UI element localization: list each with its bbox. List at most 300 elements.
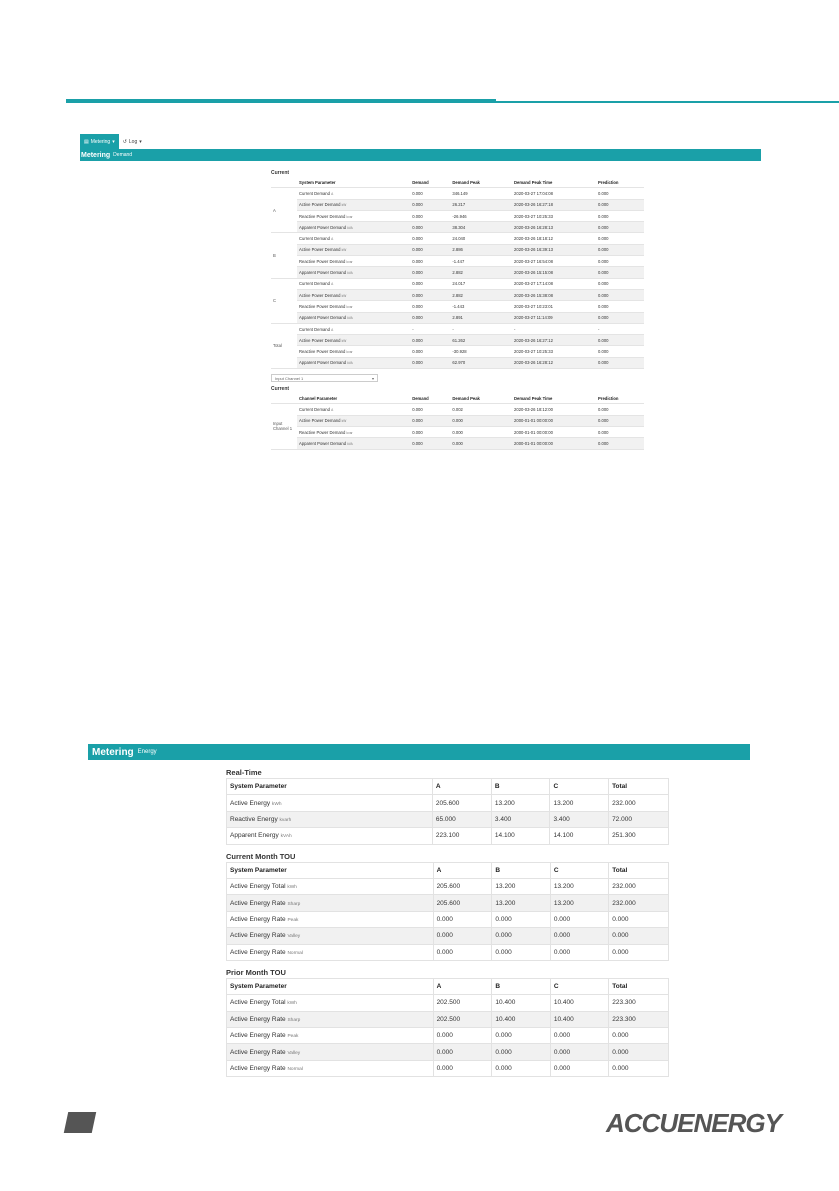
value-cell: 0.000: [492, 928, 550, 944]
pred-cell: 0.000: [596, 289, 644, 300]
value-cell: 202.500: [433, 995, 492, 1011]
row-group-label: Total: [271, 323, 297, 368]
value-cell: 0.000: [492, 944, 550, 960]
param-cell: [297, 404, 410, 415]
param-name: Apparent Power Demand: [299, 270, 347, 276]
col-header: B: [491, 779, 550, 795]
param-name: Active Energy Total: [230, 883, 286, 891]
param-cell: [297, 267, 410, 278]
value-cell: 72.000: [609, 811, 669, 827]
section-gap: [226, 1077, 669, 1083]
param-unit: kvar: [346, 304, 353, 309]
param-cell: [227, 995, 434, 1011]
param-cell: [297, 312, 410, 323]
param-name: Current Demand: [299, 326, 330, 332]
param-unit: kvar: [346, 214, 353, 219]
caret-down-icon: ▾: [139, 138, 142, 145]
value-cell: 202.500: [433, 1011, 492, 1027]
param-name: Reactive Power Demand: [299, 429, 346, 435]
page-title: Metering: [92, 746, 134, 758]
value-cell: 0.000: [550, 1028, 608, 1044]
table-row: [227, 828, 669, 844]
table-row: [227, 928, 669, 944]
param-name: Active Energy: [230, 799, 271, 807]
param-cell: [227, 1011, 434, 1027]
table-row: [227, 811, 669, 827]
param-unit: kW: [341, 248, 347, 253]
param-unit: Valley: [287, 1050, 301, 1056]
time-cell: 2020-03-26 16:28:12: [512, 357, 596, 368]
demand-cell: 0.000: [410, 404, 450, 415]
demand-screenshot: [80, 134, 761, 161]
pred-cell: 0.000: [596, 244, 644, 255]
col-header: Prediction: [596, 393, 644, 404]
value-cell: 14.100: [550, 828, 609, 844]
peak-cell: -26.946: [450, 210, 512, 221]
time-cell: 2020-03-26 15:38:08: [512, 289, 596, 300]
param-unit: Peak: [287, 917, 299, 923]
param-name: Active Energy Rate: [230, 932, 286, 940]
value-cell: 0.000: [433, 1044, 492, 1060]
table-row: [271, 244, 644, 255]
demand-cell: 0.000: [410, 426, 450, 437]
col-header: B: [492, 978, 550, 994]
param-cell: [297, 301, 410, 312]
energy-screenshot: [88, 744, 750, 760]
table-row: [227, 995, 669, 1011]
col-header: System Parameter: [227, 779, 433, 795]
param-cell: [227, 911, 434, 927]
header-rule: [66, 99, 496, 103]
param-unit: A: [331, 407, 334, 412]
section-title: Current: [271, 386, 290, 393]
pred-cell: 0.000: [596, 312, 644, 323]
value-cell: 13.200: [550, 895, 608, 911]
time-cell: 2020-03-26 16:27:18: [512, 199, 596, 210]
param-unit: kVA: [347, 441, 353, 446]
param-unit: A: [331, 282, 334, 287]
param-unit: Normal: [287, 950, 303, 956]
peak-cell: -: [450, 323, 512, 334]
value-cell: 0.000: [492, 911, 550, 927]
param-unit: Peak: [287, 1034, 299, 1040]
param-unit: kVA: [347, 316, 353, 321]
pred-cell: 0.000: [596, 301, 644, 312]
param-unit: kVAh: [280, 834, 292, 840]
value-cell: 13.200: [550, 795, 609, 811]
table-row: [271, 426, 644, 437]
peak-cell: -1.447: [450, 256, 512, 267]
value-cell: 232.000: [609, 878, 669, 894]
param-name: Reactive Power Demand: [299, 349, 346, 355]
pred-cell: 0.000: [596, 404, 644, 415]
page-marker: [64, 1112, 96, 1133]
param-unit: kW: [341, 203, 347, 208]
pred-cell: 0.000: [596, 415, 644, 426]
demand-cell: 0.000: [410, 233, 450, 244]
value-cell: 0.000: [492, 1060, 550, 1076]
value-cell: 3.400: [550, 811, 609, 827]
table-row: [271, 278, 644, 289]
param-unit: kvar: [346, 430, 353, 435]
energy-table: [226, 862, 669, 961]
value-cell: 10.400: [492, 1011, 550, 1027]
table-row: [271, 256, 644, 267]
demand-cell: 0.000: [410, 335, 450, 346]
value-cell: 0.000: [492, 1028, 550, 1044]
demand-cell: 0.000: [410, 357, 450, 368]
demand-cell: 0.000: [410, 438, 450, 449]
param-cell: [297, 289, 410, 300]
table-row: [271, 404, 644, 415]
param-cell: [297, 210, 410, 221]
param-cell: [227, 811, 433, 827]
table-row: [271, 188, 644, 199]
header-row: [227, 779, 669, 795]
param-name: Active Power Demand: [299, 247, 341, 253]
input-channel-select[interactable]: [271, 374, 378, 382]
value-cell: 13.200: [550, 878, 608, 894]
peak-cell: 24.040: [450, 233, 512, 244]
param-cell: [227, 1028, 434, 1044]
pred-cell: 0.000: [596, 278, 644, 289]
time-cell: 2020-03-26 16:27:12: [512, 335, 596, 346]
value-cell: 0.000: [433, 928, 492, 944]
table-row: [271, 301, 644, 312]
table-row: [271, 335, 644, 346]
demand-cell: 0.000: [410, 199, 450, 210]
value-cell: 0.000: [433, 1028, 492, 1044]
time-cell: 2020-03-27 17:04:08: [512, 188, 596, 199]
param-unit: A: [331, 237, 334, 242]
col-header: Prediction: [596, 177, 644, 188]
table-row: [227, 878, 669, 894]
demand-title-bar: [80, 149, 761, 161]
param-cell: [227, 828, 433, 844]
table-row: [271, 210, 644, 221]
value-cell: 223.100: [432, 828, 491, 844]
table-row: [271, 438, 644, 449]
peak-cell: 2.882: [450, 267, 512, 278]
col-header: A: [433, 978, 492, 994]
param-cell: [297, 278, 410, 289]
energy-title-bar: [88, 744, 750, 760]
demand-cell: 0.000: [410, 244, 450, 255]
param-name: Reactive Power Demand: [299, 258, 346, 264]
caret-down-icon: ▾: [371, 375, 374, 381]
param-unit: Sharp: [287, 1017, 301, 1023]
col-header: Total: [609, 862, 669, 878]
value-cell: 0.000: [609, 1060, 669, 1076]
value-cell: 0.000: [609, 911, 669, 927]
col-header: Total: [609, 779, 669, 795]
demand-cell: 0.000: [410, 278, 450, 289]
pred-cell: 0.000: [596, 357, 644, 368]
value-cell: 0.000: [550, 911, 608, 927]
value-cell: 0.000: [609, 1028, 669, 1044]
param-name: Active Energy Total: [230, 999, 286, 1007]
param-unit: kvar: [346, 350, 353, 355]
table-row: [227, 795, 669, 811]
col-header: C: [550, 978, 608, 994]
table-row: [271, 222, 644, 233]
param-cell: [297, 256, 410, 267]
demand-cell: 0.000: [410, 289, 450, 300]
value-cell: 0.000: [550, 928, 608, 944]
param-cell: [227, 795, 433, 811]
param-cell: [227, 1044, 434, 1060]
section-title: Current Month TOU: [226, 851, 296, 861]
peak-cell: 0.000: [450, 415, 512, 426]
param-unit: kW: [341, 419, 347, 424]
demand-section: [271, 170, 644, 450]
table-row: [227, 1060, 669, 1076]
time-cell: 2020-03-26 16:39:13: [512, 244, 596, 255]
value-cell: 0.000: [550, 944, 608, 960]
param-cell: [297, 415, 410, 426]
param-name: Active Energy Rate: [230, 899, 286, 907]
peak-cell: 346.149: [450, 188, 512, 199]
row-group-label: Input Channel 1: [271, 404, 297, 449]
param-cell: [297, 357, 410, 368]
time-cell: 2000-01-01 00:00:00: [512, 415, 596, 426]
page-title: Metering: [81, 151, 111, 159]
page-subtitle: Energy: [137, 749, 157, 755]
param-cell: [297, 233, 410, 244]
header-rule-thin: [496, 101, 839, 103]
table-row: [271, 199, 644, 210]
value-cell: 0.000: [609, 1044, 669, 1060]
col-header: A: [432, 779, 491, 795]
section-title: Prior Month TOU: [226, 967, 286, 977]
value-cell: 0.000: [609, 944, 669, 960]
table-row: [227, 1044, 669, 1060]
param-unit: kvar: [346, 259, 353, 264]
value-cell: 205.600: [433, 895, 492, 911]
header-row: [227, 862, 669, 878]
param-name: Apparent Power Demand: [299, 315, 347, 321]
peak-cell: -1.443: [450, 301, 512, 312]
param-cell: [227, 878, 434, 894]
row-group-label: C: [271, 278, 297, 323]
demand-cell: 0.000: [410, 222, 450, 233]
param-name: Active Power Demand: [299, 202, 341, 208]
param-unit: A: [331, 327, 334, 332]
pred-cell: 0.000: [596, 188, 644, 199]
value-cell: 223.300: [609, 995, 669, 1011]
param-name: Current Demand: [299, 406, 330, 412]
demand-cell: 0.000: [410, 415, 450, 426]
section-title: Current: [271, 170, 290, 176]
col-header: System Parameter: [227, 862, 434, 878]
peak-cell: -30.928: [450, 346, 512, 357]
demand-cell: 0.000: [410, 188, 450, 199]
param-name: Active Energy Rate: [230, 1015, 286, 1023]
value-cell: 0.000: [433, 1060, 492, 1076]
value-cell: 10.400: [550, 1011, 608, 1027]
param-name: Active Energy Rate: [230, 1032, 286, 1040]
col-header: Demand: [410, 177, 450, 188]
param-unit: Valley: [287, 934, 301, 940]
time-cell: 2020-03-27 10:23:01: [512, 301, 596, 312]
value-cell: 0.000: [433, 944, 492, 960]
param-cell: [227, 1060, 434, 1076]
nav-log[interactable]: [119, 134, 146, 149]
table-row: [271, 289, 644, 300]
value-cell: 232.000: [609, 895, 669, 911]
select-value: Input Channel 1: [275, 375, 304, 381]
param-cell: [297, 323, 410, 334]
time-cell: 2020-03-27 17:14:08: [512, 278, 596, 289]
param-unit: Normal: [287, 1067, 303, 1073]
table-row: [227, 1011, 669, 1027]
table-row: [227, 911, 669, 927]
param-unit: kVA: [347, 271, 353, 276]
param-cell: [297, 188, 410, 199]
param-name: Apparent Energy: [230, 832, 279, 840]
value-cell: 205.600: [433, 878, 492, 894]
col-header: B: [492, 862, 550, 878]
col-header: Demand Peak Time: [512, 393, 596, 404]
page-subtitle: Demand: [113, 152, 133, 158]
demand-cell: 0.000: [410, 312, 450, 323]
section-title: Real-Time: [226, 768, 262, 777]
param-name: Active Power Demand: [299, 292, 341, 298]
pred-cell: 0.000: [596, 256, 644, 267]
nav-metering-label: Metering: [90, 138, 111, 145]
nav-metering[interactable]: [80, 134, 119, 149]
value-cell: 10.400: [550, 995, 608, 1011]
peak-cell: 0.002: [450, 404, 512, 415]
value-cell: 0.000: [550, 1044, 608, 1060]
param-name: Apparent Power Demand: [299, 224, 347, 230]
time-cell: 2020-03-27 10:25:33: [512, 210, 596, 221]
time-cell: 2000-01-01 00:00:00: [512, 426, 596, 437]
param-cell: [297, 438, 410, 449]
peak-cell: 0.000: [450, 438, 512, 449]
time-cell: -: [512, 323, 596, 334]
value-cell: 3.400: [491, 811, 550, 827]
row-group-label: A: [271, 188, 297, 233]
param-name: Active Power Demand: [299, 337, 341, 343]
param-name: Active Energy Rate: [230, 1048, 286, 1056]
value-cell: 0.000: [433, 911, 492, 927]
energy-section: [226, 767, 669, 1083]
pred-cell: -: [596, 323, 644, 334]
param-unit: kVA: [347, 225, 353, 230]
table-row: [227, 895, 669, 911]
time-cell: 2020-03-26 18:18:12: [512, 233, 596, 244]
param-unit: Sharp: [287, 901, 301, 907]
param-cell: [227, 928, 434, 944]
table-row: [271, 323, 644, 334]
param-unit: kW: [341, 338, 347, 343]
table-row: [271, 267, 644, 278]
param-cell: [227, 944, 434, 960]
channel-table: [271, 393, 644, 449]
param-unit: kvarh: [279, 817, 292, 823]
peak-cell: 61.262: [450, 335, 512, 346]
param-name: Current Demand: [299, 236, 330, 242]
value-cell: 13.200: [492, 895, 550, 911]
param-unit: kWh: [287, 885, 297, 891]
param-cell: [297, 222, 410, 233]
time-cell: 2020-03-27 10:25:33: [512, 346, 596, 357]
peak-cell: 2.886: [450, 244, 512, 255]
value-cell: 0.000: [492, 1044, 550, 1060]
param-name: Apparent Power Demand: [299, 360, 347, 366]
energy-table: [226, 978, 669, 1077]
col-header: C: [550, 779, 609, 795]
time-cell: 2020-03-27 16:54:08: [512, 256, 596, 267]
param-name: Active Energy Rate: [230, 1065, 286, 1073]
param-name: Reactive Power Demand: [299, 213, 346, 219]
header-row: [227, 978, 669, 994]
param-name: Active Power Demand: [299, 418, 341, 424]
demand-cell: 0.000: [410, 301, 450, 312]
peak-cell: 62.970: [450, 357, 512, 368]
demand-table: [271, 177, 644, 369]
col-header: Demand: [410, 393, 450, 404]
param-name: Apparent Power Demand: [299, 440, 347, 446]
param-cell: [297, 346, 410, 357]
param-name: Active Energy Rate: [230, 915, 286, 923]
col-header: Total: [609, 978, 669, 994]
col-header: Demand Peak: [450, 177, 512, 188]
value-cell: 205.600: [432, 795, 491, 811]
brand-logo: ACCUENERGY: [606, 1108, 781, 1138]
col-header: C: [550, 862, 608, 878]
time-cell: 2000-01-01 00:00:00: [512, 438, 596, 449]
table-row: [271, 415, 644, 426]
peak-cell: 24.017: [450, 278, 512, 289]
table-row: [271, 346, 644, 357]
demand-cell: 0.000: [410, 267, 450, 278]
caret-down-icon: ▾: [112, 138, 115, 145]
param-unit: kW: [341, 293, 347, 298]
table-row: [271, 233, 644, 244]
value-cell: 65.000: [432, 811, 491, 827]
value-cell: 251.300: [609, 828, 669, 844]
param-name: Active Energy Rate: [230, 948, 286, 956]
value-cell: 0.000: [609, 928, 669, 944]
energy-table: [226, 778, 669, 845]
param-cell: [297, 244, 410, 255]
param-name: Current Demand: [299, 281, 330, 287]
col-header: System Parameter: [227, 978, 434, 994]
param-unit: kWh: [287, 1001, 297, 1007]
demand-cell: 0.000: [410, 346, 450, 357]
value-cell: 0.000: [550, 1060, 608, 1076]
value-cell: 223.300: [609, 1011, 669, 1027]
param-name: Reactive Power Demand: [299, 303, 346, 309]
table-row: [271, 312, 644, 323]
pred-cell: 0.000: [596, 267, 644, 278]
row-group-label: B: [271, 233, 297, 278]
pred-cell: 0.000: [596, 199, 644, 210]
table-row: [227, 1028, 669, 1044]
peak-cell: 2.882: [450, 289, 512, 300]
param-unit: A: [331, 191, 334, 196]
value-cell: 13.200: [491, 795, 550, 811]
demand-cell: 0.000: [410, 210, 450, 221]
col-header: Demand Peak Time: [512, 177, 596, 188]
col-header: Channel Parameter: [297, 393, 410, 404]
param-cell: [297, 199, 410, 210]
demand-cell: 0.000: [410, 256, 450, 267]
time-cell: 2020-03-26 15:15:08: [512, 267, 596, 278]
value-cell: 10.400: [492, 995, 550, 1011]
